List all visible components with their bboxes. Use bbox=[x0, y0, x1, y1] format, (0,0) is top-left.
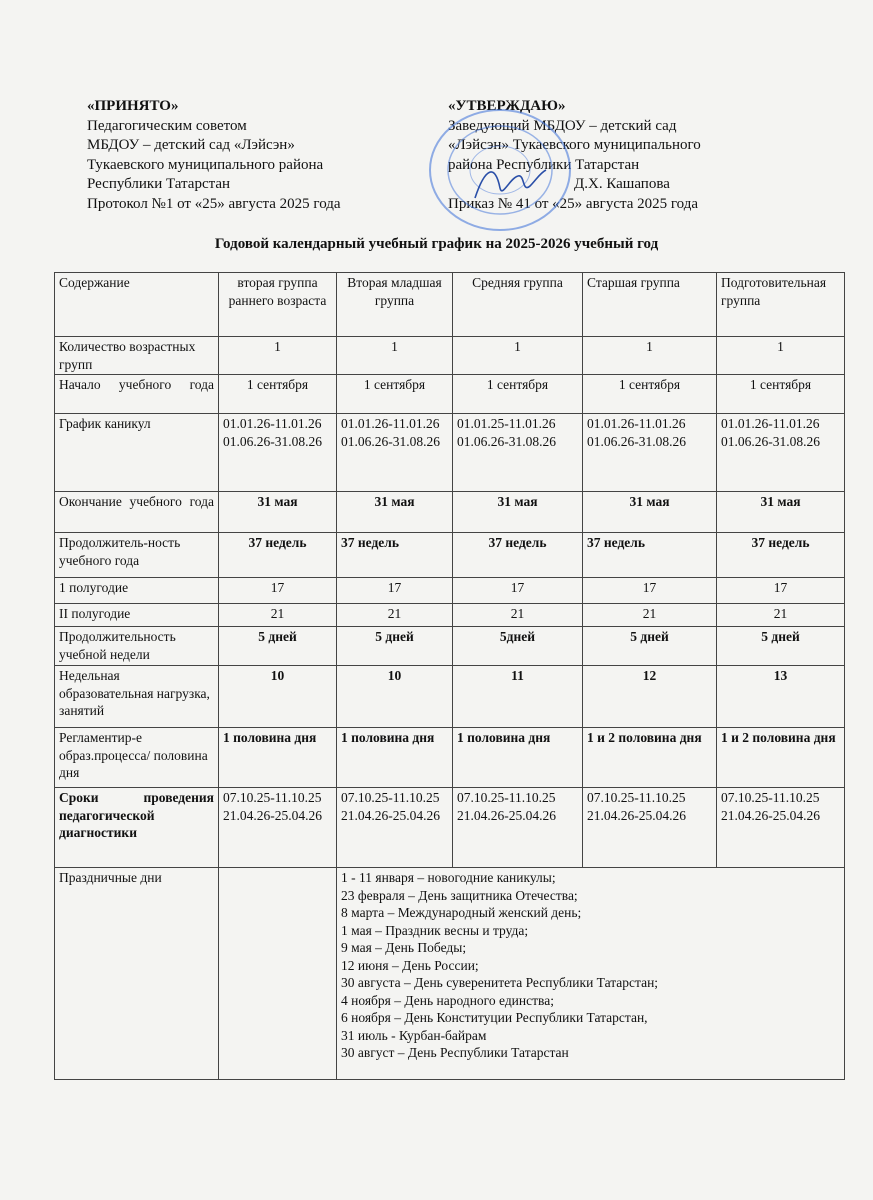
table-cell: 07.10.25-11.10.25 21.04.26-25.04.26 bbox=[453, 788, 583, 868]
table-cell: 01.01.26-11.01.26 01.06.26-31.08.26 bbox=[583, 414, 717, 492]
approved-line: «Лэйсэн» Тукаевского муниципального bbox=[448, 137, 701, 153]
table-row bbox=[55, 627, 845, 666]
row-label: Недельная образовательная нагрузка, занятий bbox=[55, 666, 219, 728]
table-cell: 13 bbox=[717, 666, 845, 728]
table-row-holidays bbox=[55, 868, 845, 1080]
approved-line: Заведующий МБДОУ – детский сад bbox=[448, 117, 677, 134]
table-row bbox=[55, 414, 845, 492]
approved-line: Приказ № 41 от «25» августа 2025 года bbox=[448, 195, 699, 212]
row-label: Окончание учебного года bbox=[55, 492, 219, 533]
table-header-row bbox=[55, 273, 845, 337]
table-row bbox=[55, 375, 845, 414]
table-cell: 1 bbox=[717, 337, 845, 375]
header-cell: Подготовительная группа bbox=[717, 273, 845, 337]
document-title: Годовой календарный учебный график на 2025-2026 учебный год bbox=[214, 236, 659, 252]
row-label: Праздничные дни bbox=[55, 868, 219, 1080]
table-cell: 1 bbox=[583, 337, 717, 375]
table-row bbox=[55, 337, 845, 375]
table-cell: 17 bbox=[337, 578, 453, 604]
table-cell: 1 половина дня bbox=[337, 728, 453, 788]
row-label: Продолжитель-ность учебного года bbox=[55, 533, 219, 578]
table-cell: 17 bbox=[453, 578, 583, 604]
holiday-item: 6 ноября – День Конституции Республики Татарстан, bbox=[341, 1010, 648, 1025]
accepted-line: Республики Татарстан bbox=[87, 176, 231, 192]
holiday-item: 23 февраля – День защитника Отечества; bbox=[341, 887, 578, 903]
table-cell: 17 bbox=[583, 578, 717, 604]
table-cell: 1 половина дня bbox=[453, 728, 583, 788]
table-cell: 21 bbox=[453, 604, 583, 627]
header-cell: вторая группа раннего возраста bbox=[219, 273, 337, 337]
holidays-list bbox=[337, 868, 845, 1080]
accepted-line: Педагогическим советом bbox=[87, 117, 247, 134]
header-cell: Вторая младшая группа bbox=[337, 273, 453, 337]
table-cell: 5 дней bbox=[717, 627, 845, 666]
table-cell: 31 мая bbox=[453, 492, 583, 533]
table-cell: 37 недель bbox=[219, 533, 337, 578]
table-cell: 21 bbox=[717, 604, 845, 627]
table-cell: 01.01.25-11.01.26 01.06.26-31.08.26 bbox=[453, 414, 583, 492]
holiday-item: 4 ноября – День народного единства; bbox=[341, 992, 554, 1008]
table-cell: 1 bbox=[337, 337, 453, 375]
approved-line: Д.Х. Кашапова bbox=[574, 176, 670, 192]
table-cell: 1 и 2 половина дня bbox=[583, 728, 717, 788]
approved-line: района Республики Татарстан bbox=[448, 156, 640, 173]
table-row bbox=[55, 578, 845, 604]
table-row bbox=[55, 728, 845, 788]
table-cell: 01.01.26-11.01.26 01.06.26-31.08.26 bbox=[717, 414, 845, 492]
table-cell: 17 bbox=[219, 578, 337, 604]
table-cell: 1 сентября bbox=[453, 375, 583, 414]
table-cell: 1 сентября bbox=[337, 375, 453, 414]
holiday-item: 31 июль - Курбан-байрам bbox=[341, 1027, 487, 1043]
accepted-line: Протокол №1 от «25» августа 2025 года bbox=[87, 195, 341, 212]
table-cell: 01.01.26-11.01.26 01.06.26-31.08.26 bbox=[337, 414, 453, 492]
holiday-item: 12 июня – День России; bbox=[341, 957, 479, 973]
table-row bbox=[55, 788, 845, 868]
row-label: Регламентир-е образ.процесса/ половина дня bbox=[55, 728, 219, 788]
holiday-item: 9 мая – День Победы; bbox=[341, 940, 467, 955]
table-cell: 07.10.25-11.10.25 21.04.26-25.04.26 bbox=[219, 788, 337, 868]
holiday-item: 30 август – День Республики Татарстан bbox=[341, 1045, 569, 1060]
table-cell: 5 дней bbox=[583, 627, 717, 666]
holiday-item: 1 - 11 января – новогодние каникулы; bbox=[341, 870, 556, 885]
table-cell: 11 bbox=[453, 666, 583, 728]
accepted-line: Тукаевского муниципального района bbox=[87, 156, 324, 173]
approval-accepted-block bbox=[87, 97, 341, 214]
accepted-line: МБДОУ – детский сад «Лэйсэн» bbox=[87, 137, 295, 153]
row-label: Начало учебного года bbox=[55, 375, 219, 414]
table-cell: 10 bbox=[337, 666, 453, 728]
row-label: Продолжительность учебной недели bbox=[55, 627, 219, 666]
table-row bbox=[55, 604, 845, 627]
header-cell: Содержание bbox=[55, 273, 219, 337]
table-cell: 21 bbox=[583, 604, 717, 627]
table-cell: 1 сентября bbox=[219, 375, 337, 414]
table-cell: 07.10.25-11.10.25 21.04.26-25.04.26 bbox=[583, 788, 717, 868]
table-cell: 07.10.25-11.10.25 21.04.26-25.04.26 bbox=[717, 788, 845, 868]
table-cell: 01.01.26-11.01.26 01.06.26-31.08.26 bbox=[219, 414, 337, 492]
table-cell: 5дней bbox=[453, 627, 583, 666]
table-cell: 31 мая bbox=[583, 492, 717, 533]
row-label: График каникул bbox=[55, 414, 219, 492]
row-label: Количество возрастных групп bbox=[55, 337, 219, 375]
table-cell: 1 bbox=[453, 337, 583, 375]
table-cell: 31 мая bbox=[337, 492, 453, 533]
header-cell: Старшая группа bbox=[583, 273, 717, 337]
approved-title: «УТВЕРЖДАЮ» bbox=[448, 98, 566, 114]
table-cell: 17 bbox=[717, 578, 845, 604]
accepted-title: «ПРИНЯТО» bbox=[87, 98, 179, 114]
table-cell: 31 мая bbox=[717, 492, 845, 533]
table-cell: 10 bbox=[219, 666, 337, 728]
table-cell: 37 недель bbox=[337, 533, 453, 578]
table-cell: 21 bbox=[219, 604, 337, 627]
table-cell: 1 половина дня bbox=[219, 728, 337, 788]
table-cell: 37 недель bbox=[717, 533, 845, 578]
table-row bbox=[55, 533, 845, 578]
table-cell: 5 дней bbox=[337, 627, 453, 666]
table-cell: 1 bbox=[219, 337, 337, 375]
holiday-item: 8 марта – Международный женский день; bbox=[341, 905, 582, 920]
row-label: Сроки проведения педагогической диагностики bbox=[55, 788, 219, 868]
table-cell: 37 недель bbox=[453, 533, 583, 578]
table-cell: 5 дней bbox=[219, 627, 337, 666]
table-cell: 37 недель bbox=[583, 533, 717, 578]
table-cell: 31 мая bbox=[219, 492, 337, 533]
table-cell: 21 bbox=[337, 604, 453, 627]
holiday-item: 30 августа – День суверенитета Республики Татарстан; bbox=[341, 975, 659, 990]
table-cell: 1 и 2 половина дня bbox=[717, 728, 845, 788]
holiday-item: 1 мая – Праздник весны и труда; bbox=[341, 922, 529, 938]
schedule-table bbox=[54, 272, 845, 1080]
row-label: II полугодие bbox=[55, 604, 219, 627]
signature bbox=[470, 158, 550, 208]
row-label: 1 полугодие bbox=[55, 578, 219, 604]
table-cell: 1 сентября bbox=[583, 375, 717, 414]
table-row bbox=[55, 666, 845, 728]
table-row bbox=[55, 492, 845, 533]
table-cell: 12 bbox=[583, 666, 717, 728]
table-cell: 07.10.25-11.10.25 21.04.26-25.04.26 bbox=[337, 788, 453, 868]
table-cell: 1 сентября bbox=[717, 375, 845, 414]
header-cell: Средняя группа bbox=[453, 273, 583, 337]
table-cell-empty bbox=[219, 868, 337, 1080]
